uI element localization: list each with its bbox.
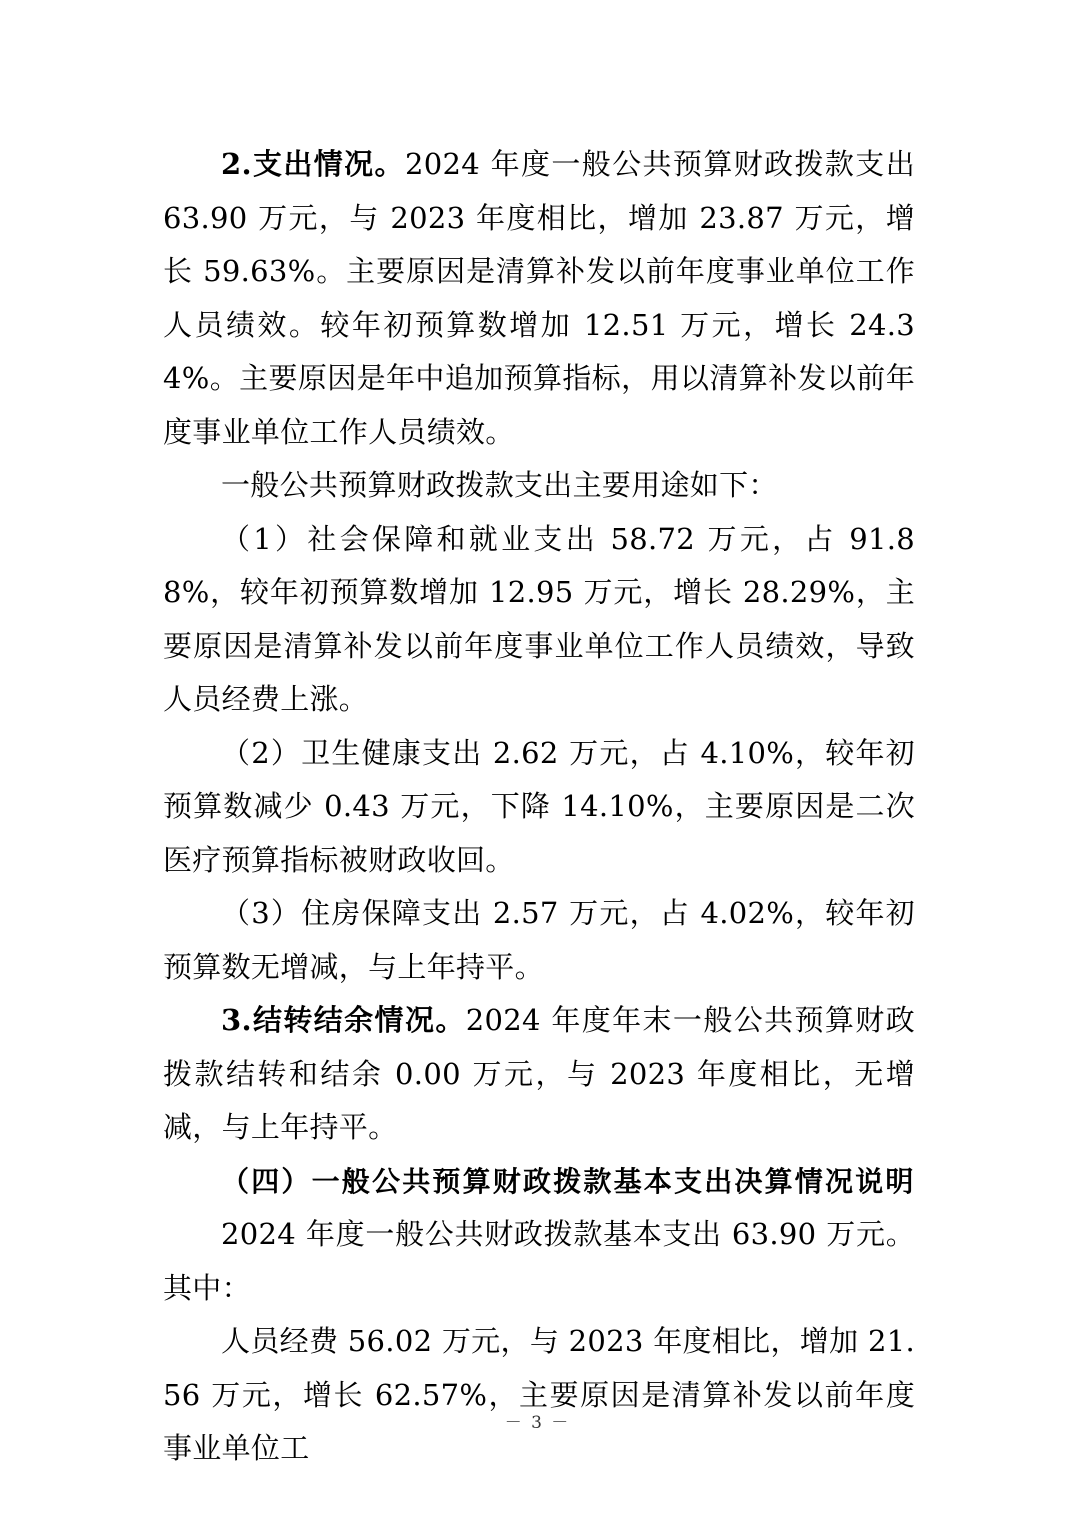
paragraph-text: （1）社会保障和就业支出 58.72 万元，占 91.88%，较年初预算数增加 12.95 万元，增长 28.29%，主要原因是清算补发以前年度事业单位工作人员绩效，导致人员经费上涨。	[163, 521, 915, 716]
paragraph-text: （2）卫生健康支出 2.62 万元，占 4.10%，较年初预算数减少 0.43 万元，下降 14.10%，主要原因是二次医疗预算指标被财政收回。	[163, 735, 915, 877]
paragraph-health	[163, 727, 915, 888]
paragraph-text: （3）住房保障支出 2.57 万元，占 4.02%，较年初预算数无增减，与上年持平。	[163, 896, 915, 984]
paragraph-carryover	[163, 994, 915, 1155]
document-body	[163, 138, 915, 1476]
paragraph-lead: 2.支出情况。	[221, 147, 405, 181]
paragraph-text: 2024 年度一般公共预算财政拨款支出 63.90 万元，与 2023 年度相比，增加 23.87 万元，增长 59.63%。主要原因是清算补发以前年度事业单位工作人员绩效。较年初预算数增加 12.51 万元，增长 24.34%。主要原因是年中追加预算指标，用以清算补发以前年度事业单位工作人员绩效。	[163, 147, 915, 449]
page-number: － 3 －	[504, 1413, 571, 1433]
paragraph-basic-expenditure: 2024 年度一般公共财政拨款基本支出 63.90 万元。其中：	[163, 1217, 915, 1305]
paragraph-lead: 3.结转结余情况。	[221, 1003, 466, 1037]
paragraph-personnel-cost: 人员经费 56.02 万元，与 2023 年度相比，增加 21.56 万元，增长 62.57%，主要原因是清算补发以前年度事业单位工	[163, 1324, 915, 1465]
paragraph-usage-intro	[163, 459, 915, 513]
paragraph-text: 一般公共预算财政拨款支出主要用途如下：	[221, 468, 778, 502]
paragraph-housing	[163, 887, 915, 994]
section-heading: （四）一般公共预算财政拨款基本支出决算情况说明	[221, 1164, 916, 1198]
paragraph-social-security	[163, 513, 915, 727]
paragraph-expenditure	[163, 138, 915, 459]
paragraph-text: 2024 年度年末一般公共预算财政拨款结转和结余 0.00 万元，与 2023 年度相比，无增减，与上年持平。	[163, 1003, 915, 1144]
